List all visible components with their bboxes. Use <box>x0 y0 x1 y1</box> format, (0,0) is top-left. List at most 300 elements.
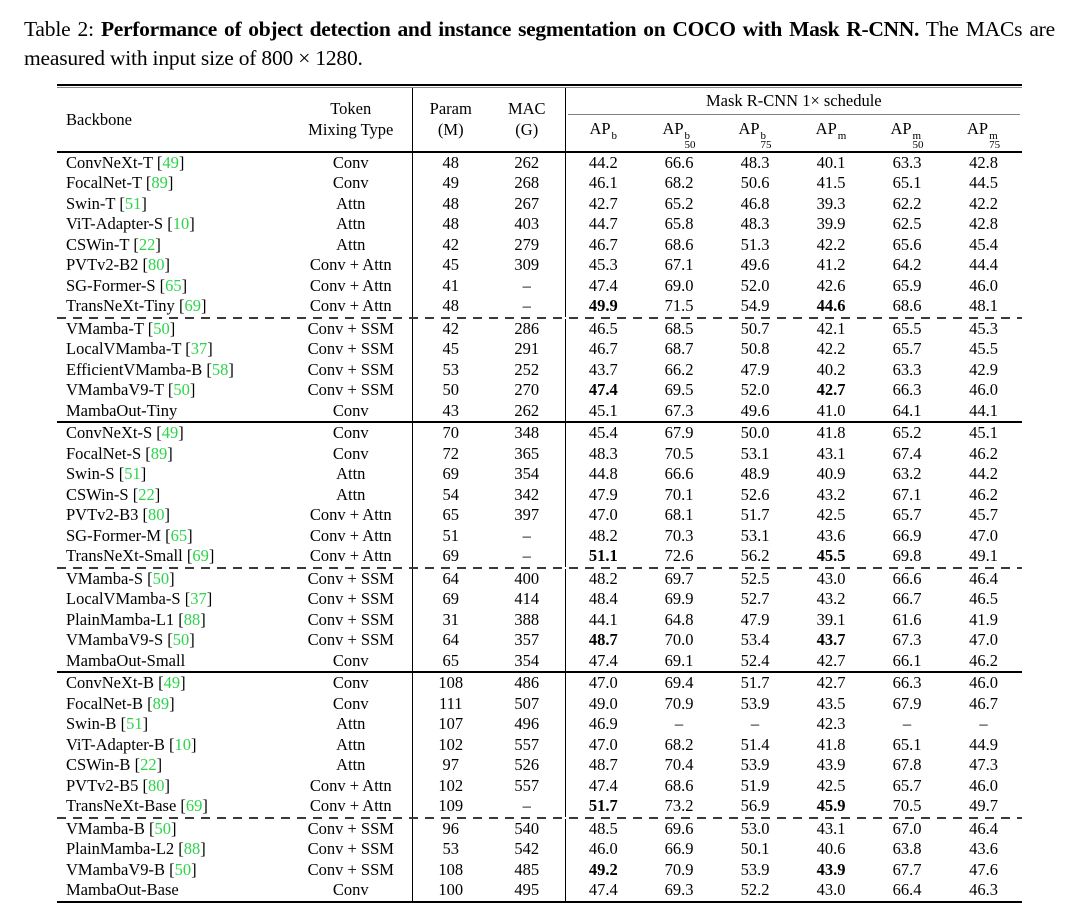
param-cell: 69 <box>442 464 459 483</box>
token-mixing-cell: Attn <box>290 194 412 215</box>
metric-value: – <box>750 714 760 733</box>
metric-value: 50.6 <box>740 173 770 192</box>
table-section <box>57 421 1022 567</box>
param-cell: 96 <box>442 818 459 838</box>
mac-cell: – <box>489 526 565 547</box>
backbone-cell <box>57 194 290 215</box>
metric-value: 64.8 <box>664 609 694 629</box>
backbone-name: VMamba-T <box>66 318 148 338</box>
backbone-cell <box>57 776 290 797</box>
citation-ref: 89 <box>152 693 170 713</box>
metric-value: 42.9 <box>969 359 998 379</box>
mac-cell: 354 <box>489 464 565 485</box>
metric-value: 70.5 <box>892 796 922 815</box>
metric-value: 51.9 <box>740 775 770 795</box>
metric-value: 70.4 <box>664 755 694 774</box>
citation-bracket: ] <box>189 630 195 649</box>
metric-value: 52.7 <box>740 589 770 608</box>
caption-bold-text: Performance of object detection and instance segmentation on COCO with Mask R-CNN. <box>100 17 920 41</box>
table-section <box>57 317 1022 422</box>
metric-value: 70.5 <box>664 443 694 463</box>
metric-value: 41.2 <box>816 255 846 274</box>
backbone-cell <box>57 610 290 631</box>
metric-value: 46.5 <box>969 589 998 608</box>
metric-value: 48.3 <box>588 443 618 463</box>
citation-bracket: ] <box>200 609 206 629</box>
token-mixing-cell: Conv + SSM <box>290 569 412 590</box>
param-cell: 43 <box>442 400 459 420</box>
citation-bracket: ] <box>202 796 208 815</box>
metric-value: 52.4 <box>740 650 770 670</box>
param-cell: 41 <box>442 275 459 295</box>
citation-bracket: ] <box>169 318 176 338</box>
metric-value: 51.7 <box>740 505 770 524</box>
metric-value: 65.1 <box>892 173 922 192</box>
ap-base: AP <box>662 119 684 138</box>
metric-value: 70.0 <box>664 630 694 649</box>
metric-value: 70.3 <box>664 525 694 545</box>
metric-value: 42.8 <box>969 152 998 172</box>
citation-bracket: ] <box>167 443 173 463</box>
backbone-cell <box>57 444 290 465</box>
token-mixing-cell: Conv + SSM <box>290 860 412 881</box>
mac-cell: – <box>489 296 565 317</box>
metric-value: 46.0 <box>969 673 998 692</box>
mac-cell: 496 <box>489 714 565 735</box>
table-section <box>57 817 1022 901</box>
citation-bracket: ] <box>200 296 207 315</box>
table-row <box>57 630 1022 651</box>
table-row <box>57 464 1022 485</box>
backbone-cell <box>57 630 290 651</box>
citation-ref: 22 <box>138 484 155 504</box>
backbone-name: PlainMamba-L1 <box>66 609 179 629</box>
metric-value: 46.1 <box>588 173 618 192</box>
metric-value: 69.3 <box>664 880 694 899</box>
citation-bracket: ] <box>154 484 161 504</box>
citation-bracket: [ <box>167 380 174 399</box>
backbone-cell <box>57 401 290 422</box>
backbone-cell <box>57 651 290 672</box>
backbone-cell <box>57 505 290 526</box>
metric-value: 61.6 <box>892 609 922 629</box>
mac-cell: 507 <box>489 694 565 715</box>
mac-cell: – <box>489 276 565 297</box>
metric-value: 42.5 <box>816 505 846 524</box>
metric-value: 63.8 <box>892 839 922 858</box>
header-param <box>412 88 489 152</box>
metric-value: 73.2 <box>664 796 694 815</box>
citation-ref: 50 <box>153 318 170 338</box>
mac-cell: 342 <box>489 485 565 506</box>
citation-bracket: [ <box>184 589 191 608</box>
header-token-mixing-type <box>290 88 412 152</box>
backbone-name: TransNeXt-Base <box>66 796 181 815</box>
metric-value: 42.7 <box>816 673 846 692</box>
backbone-cell <box>57 319 290 340</box>
metric-value: 45.5 <box>969 339 998 358</box>
citation-bracket: ] <box>156 755 163 774</box>
metric-value: 71.5 <box>664 296 694 315</box>
metric-value: 68.6 <box>892 296 922 315</box>
metric-value: 47.3 <box>969 755 998 774</box>
table-row <box>57 235 1022 256</box>
citation-bracket: [ <box>148 818 155 838</box>
backbone-cell <box>57 173 290 194</box>
token-mixing-cell: Conv + Attn <box>290 526 412 547</box>
metric-value: 50.8 <box>740 339 770 358</box>
ap-superscript: b <box>611 129 618 142</box>
metric-value: 45.3 <box>969 318 998 338</box>
ap-scripts <box>611 129 618 151</box>
metric-value: 43.7 <box>588 359 618 379</box>
metric-value: 51.7 <box>740 673 770 692</box>
citation-bracket: [ <box>133 234 139 254</box>
metric-value: 49.6 <box>740 255 770 274</box>
header-mac <box>489 88 565 152</box>
citation-bracket: ] <box>228 359 234 379</box>
metric-value: 52.5 <box>740 568 770 588</box>
citation-ref: 69 <box>184 296 201 315</box>
metric-value: 51.3 <box>740 234 770 254</box>
backbone-cell <box>57 152 290 174</box>
metric-value: 54.9 <box>740 296 770 315</box>
citation-bracket: [ <box>178 296 185 315</box>
table-row <box>57 401 1022 422</box>
token-mixing-cell: Conv <box>290 673 412 694</box>
citation-ref: 51 <box>126 714 143 733</box>
table-row <box>57 360 1022 381</box>
metric-value: 42.7 <box>816 380 846 399</box>
metric-value: 49.7 <box>969 796 998 815</box>
metric-value: 44.7 <box>588 214 618 233</box>
citation-ref: 88 <box>183 839 201 858</box>
metric-value: 47.0 <box>588 673 618 692</box>
table-row <box>57 194 1022 215</box>
backbone-cell <box>57 296 290 317</box>
metric-value: 46.7 <box>969 693 998 713</box>
backbone-name: PVTv2-B2 <box>66 255 143 274</box>
mac-cell: 365 <box>489 444 565 465</box>
param-cell: 53 <box>442 839 459 858</box>
metric-value: 50.1 <box>740 839 770 858</box>
citation-bracket: ] <box>170 818 177 838</box>
metric-value: 51.4 <box>740 734 770 754</box>
metric-value: 43.7 <box>816 630 846 649</box>
backbone-name: Swin-T <box>66 193 120 213</box>
metric-value: 67.0 <box>892 818 922 838</box>
citation-bracket: ] <box>164 505 171 524</box>
mac-cell: 267 <box>489 194 565 215</box>
metric-value: 49.6 <box>740 400 770 420</box>
mac-cell: 557 <box>489 735 565 756</box>
metric-value: 69.9 <box>664 589 694 608</box>
citation-bracket: ] <box>208 546 215 565</box>
metric-value: 42.2 <box>969 193 998 213</box>
ap-column-header <box>793 118 869 152</box>
token-mixing-cell: Conv + Attn <box>290 546 412 567</box>
metric-value: 47.4 <box>588 775 618 795</box>
metric-value: 48.2 <box>588 525 618 545</box>
backbone-name: TransNeXt-Small <box>66 546 187 565</box>
citation-bracket: ] <box>207 339 213 358</box>
metric-value: 43.2 <box>816 589 846 608</box>
citation-bracket: [ <box>167 630 173 649</box>
metric-value: 67.4 <box>892 443 922 463</box>
param-cell: 69 <box>442 546 459 565</box>
metric-value: 42.8 <box>969 214 998 233</box>
metric-value: 45.3 <box>588 255 618 274</box>
backbone-cell <box>57 694 290 715</box>
backbone-cell <box>57 860 290 881</box>
results-table <box>57 88 1022 901</box>
metric-value: 43.1 <box>816 818 846 838</box>
citation-bracket: [ <box>178 609 184 629</box>
metric-value: 69.8 <box>892 546 922 565</box>
metric-value: 44.4 <box>969 255 998 274</box>
metric-value: 39.3 <box>816 193 846 213</box>
backbone-cell <box>57 673 290 694</box>
token-mixing-cell: Attn <box>290 755 412 776</box>
param-cell: 45 <box>442 339 459 358</box>
ap-column-header <box>565 118 641 152</box>
token-mixing-cell: Conv <box>290 694 412 715</box>
mac-cell: 252 <box>489 360 565 381</box>
token-mixing-cell: Attn <box>290 485 412 506</box>
token-mixing-cell: Conv + Attn <box>290 776 412 797</box>
token-mixing-cell: Conv + SSM <box>290 819 412 840</box>
metric-value: 43.5 <box>816 693 846 713</box>
backbone-cell <box>57 714 290 735</box>
metric-value: 41.5 <box>816 173 846 192</box>
param-cell: 70 <box>442 423 459 442</box>
metric-value: 45.5 <box>816 546 846 565</box>
metric-value: 45.7 <box>969 505 998 524</box>
backbone-name: ConvNeXt-S <box>66 423 157 442</box>
table-row <box>57 880 1022 901</box>
citation-ref: 65 <box>170 525 188 545</box>
citation-bracket: ] <box>141 193 147 213</box>
metric-value: 53.9 <box>740 755 770 774</box>
table-row <box>57 444 1022 465</box>
citation-bracket: ] <box>167 173 174 192</box>
metric-value: 66.1 <box>892 650 922 670</box>
metric-value: 62.5 <box>892 214 922 233</box>
ap-subscript: 50 <box>912 139 924 151</box>
table-row <box>57 651 1022 672</box>
metric-value: 53.9 <box>740 693 770 713</box>
token-mixing-cell: Conv + SSM <box>290 589 412 610</box>
param-cell: 64 <box>442 630 459 649</box>
table-header <box>57 88 1022 152</box>
citation-ref: 37 <box>190 339 208 358</box>
metric-value: 40.2 <box>816 359 846 379</box>
backbone-name: LocalVMamba-S <box>66 589 185 608</box>
token-mixing-cell: Attn <box>290 235 412 256</box>
table-row <box>57 819 1022 840</box>
metric-value: 46.4 <box>969 568 998 588</box>
table-row <box>57 214 1022 235</box>
citation-bracket: ] <box>200 839 206 858</box>
backbone-name: MambaOut-Base <box>66 880 179 899</box>
backbone-name: CSWin-S <box>66 484 133 504</box>
citation-bracket: [ <box>145 173 152 192</box>
citation-bracket: ] <box>189 380 196 399</box>
token-mixing-cell: Attn <box>290 714 412 735</box>
metric-value: 70.9 <box>664 859 694 879</box>
param-cell: 108 <box>438 673 464 692</box>
metric-value: 66.6 <box>664 464 694 483</box>
table-section <box>57 152 1022 317</box>
backbone-name: PVTv2-B3 <box>66 505 143 524</box>
backbone-cell <box>57 360 290 381</box>
metric-value: 67.9 <box>664 423 694 442</box>
table-row <box>57 589 1022 610</box>
citation-bracket: ] <box>164 255 171 274</box>
mac-cell: 542 <box>489 839 565 860</box>
metric-value: 53.4 <box>740 630 770 649</box>
metric-value: 52.2 <box>740 880 770 899</box>
metric-value: 67.1 <box>892 484 922 504</box>
token-mixing-cell: Conv <box>290 423 412 444</box>
metric-value: 53.9 <box>740 859 770 879</box>
backbone-name: MambaOut-Small <box>66 650 186 670</box>
citation-ref: 49 <box>162 152 179 172</box>
param-cell: 42 <box>442 318 459 338</box>
metric-value: 67.3 <box>664 400 694 420</box>
table-row <box>57 714 1022 735</box>
token-mixing-cell: Conv <box>290 401 412 422</box>
citation-bracket: ] <box>206 589 213 608</box>
citation-bracket: ] <box>178 423 184 442</box>
backbone-name: VMambaV9-B <box>66 859 170 879</box>
metric-value: 63.3 <box>892 359 922 379</box>
metric-value: 69.6 <box>664 818 694 838</box>
citation-ref: 69 <box>185 796 203 815</box>
param-cell: 69 <box>442 589 459 608</box>
metric-value: 48.3 <box>740 214 770 233</box>
param-cell: 108 <box>438 859 464 879</box>
backbone-cell <box>57 755 290 776</box>
header-token-line2: Mixing Type <box>308 120 394 140</box>
citation-bracket: [ <box>186 546 193 565</box>
table-caption <box>24 15 1055 73</box>
token-mixing-cell: Conv + SSM <box>290 610 412 631</box>
metric-value: 56.2 <box>740 546 770 565</box>
backbone-cell <box>57 235 290 256</box>
citation-ref: 37 <box>190 589 207 608</box>
metric-value: 68.5 <box>664 318 694 338</box>
ap-base: AP <box>815 119 837 138</box>
ap-scripts <box>989 129 1001 151</box>
mac-cell: – <box>489 796 565 817</box>
metric-value: 66.9 <box>892 525 922 545</box>
backbone-cell <box>57 214 290 235</box>
metric-value: 69.4 <box>664 673 694 692</box>
ap-subscript: 75 <box>760 139 772 151</box>
citation-bracket: ] <box>191 859 197 879</box>
backbone-cell <box>57 276 290 297</box>
mac-cell: 486 <box>489 673 565 694</box>
backbone-cell <box>57 589 290 610</box>
param-cell: 97 <box>442 755 459 774</box>
citation-ref: 58 <box>211 359 229 379</box>
metric-value: 65.7 <box>892 339 922 358</box>
metric-value: 69.0 <box>664 275 694 295</box>
metric-value: 48.1 <box>969 296 998 315</box>
ap-base: AP <box>589 119 611 138</box>
citation-ref: 89 <box>150 443 168 463</box>
metric-value: 65.2 <box>892 423 922 442</box>
backbone-name: FocalNet-T <box>66 173 146 192</box>
citation-bracket: ] <box>140 464 147 483</box>
metric-value: 49.0 <box>588 693 618 713</box>
metric-value: 68.2 <box>664 734 694 754</box>
metric-value: 43.9 <box>816 859 846 879</box>
ap-column-header <box>641 118 717 152</box>
token-mixing-cell: Conv + SSM <box>290 360 412 381</box>
metric-value: 42.1 <box>816 318 846 338</box>
ap-base: AP <box>966 119 989 138</box>
bottom-rule <box>57 901 1022 904</box>
mac-cell: 388 <box>489 610 565 631</box>
ap-scripts <box>837 129 847 151</box>
param-cell: 65 <box>442 505 459 524</box>
backbone-cell <box>57 735 290 756</box>
mac-cell: 526 <box>489 755 565 776</box>
metric-value: 69.5 <box>664 380 694 399</box>
metric-value: 67.1 <box>664 255 694 274</box>
mac-cell: 291 <box>489 339 565 360</box>
citation-ref: 80 <box>148 255 165 274</box>
mac-cell: 400 <box>489 569 565 590</box>
table-row <box>57 423 1022 444</box>
metric-value: 42.7 <box>588 193 618 213</box>
metric-value: 67.3 <box>892 630 922 649</box>
metric-value: 66.4 <box>892 880 922 899</box>
metric-value: 44.6 <box>816 296 846 315</box>
backbone-name: TransNeXt-Tiny <box>66 296 179 315</box>
metric-value: 66.2 <box>664 359 694 379</box>
token-mixing-cell: Conv + Attn <box>290 505 412 526</box>
metric-value: 41.9 <box>969 609 998 629</box>
mac-cell: 262 <box>489 152 565 174</box>
citation-ref: 80 <box>148 505 165 524</box>
param-cell: 48 <box>442 214 459 233</box>
token-mixing-cell: Conv <box>290 152 412 174</box>
metric-value: 53.1 <box>740 525 770 545</box>
metric-value: 44.2 <box>969 464 998 483</box>
citation-bracket: ] <box>178 152 185 172</box>
citation-bracket: ] <box>181 275 188 295</box>
backbone-name: CSWin-T <box>66 234 134 254</box>
citation-bracket: [ <box>185 339 191 358</box>
ap-column-header <box>945 118 1022 152</box>
citation-bracket: ] <box>142 714 149 733</box>
citation-ref: 89 <box>151 173 168 192</box>
mac-cell: 357 <box>489 630 565 651</box>
metric-value: 48.2 <box>588 568 618 588</box>
citation-ref: 50 <box>174 859 192 879</box>
backbone-name: LocalVMamba-T <box>66 339 186 358</box>
table-row <box>57 735 1022 756</box>
metric-value: 44.5 <box>969 173 998 192</box>
metric-value: 47.0 <box>588 734 618 754</box>
ap-base: AP <box>738 119 760 138</box>
metric-value: 43.0 <box>816 568 846 588</box>
metric-value: 42.6 <box>816 275 846 295</box>
ap-subscript: 50 <box>684 139 696 151</box>
